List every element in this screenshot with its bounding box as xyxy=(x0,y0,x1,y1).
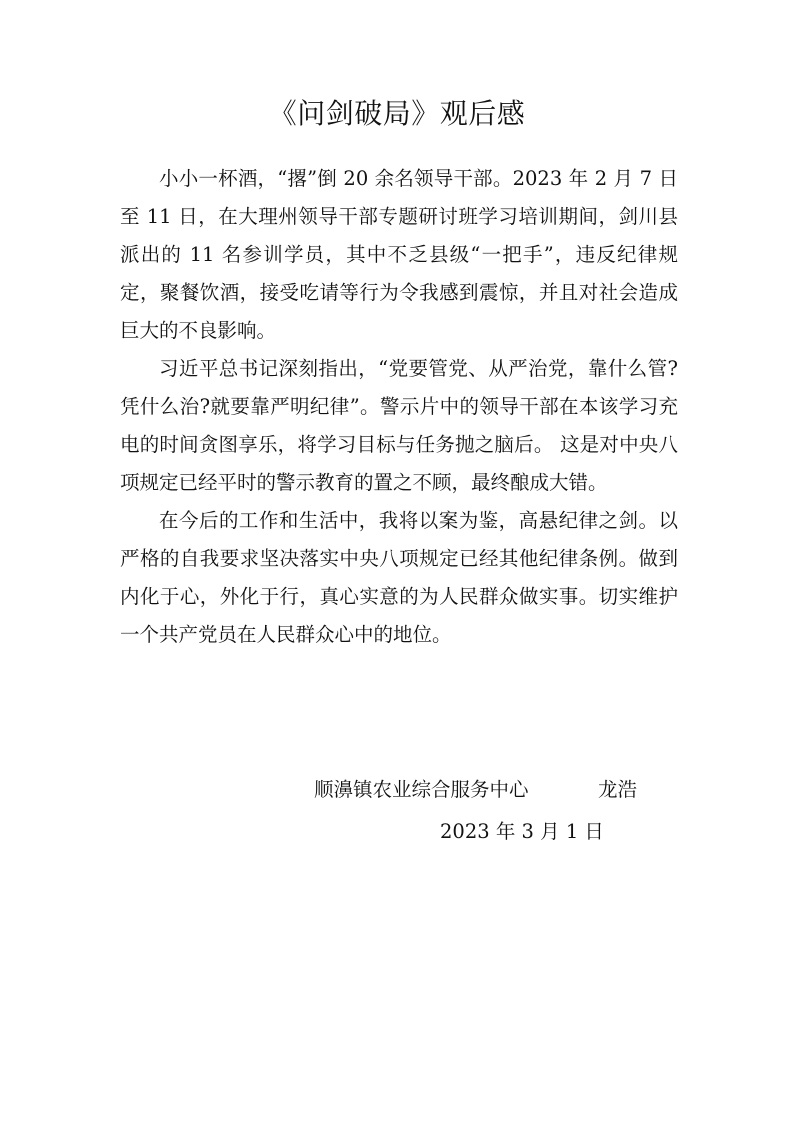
document-body xyxy=(120,160,678,654)
paragraph-1: 小小一杯酒，“撂”倒 20 余名领导干部。2023 年 2 月 7 日至 11 日，在大理州领导干部专题研讨班学习培训期间，剑川县派出的 11 名参训学员，其中不乏县级“一把手”，违反纪律规定，聚餐饮酒，接受吃请等行为令我感到震惊，并且对社会造成巨大的不良影响。 xyxy=(120,167,678,342)
signature-organization: 顺濞镇农业综合服务中心 xyxy=(314,778,529,801)
signature-date: 2023 年 3 月 1 日 xyxy=(440,820,604,843)
signature-name: 龙浩 xyxy=(598,778,638,801)
paragraph-3: 在今后的工作和生活中，我将以案为鉴，高悬纪律之剑。以严格的自我要求坚决落实中央八项规定已经其他纪律条例。做到内化于心，外化于行，真心实意的为人民群众做实事。切实维护一个共产党员在人民群众心中的地位。 xyxy=(120,509,678,646)
document-title: 《问剑破局》观后感 xyxy=(268,97,526,130)
paragraph-2: 习近平总书记深刻指出，“党要管党、从严治党，靠什么管?凭什么治?就要靠严明纪律”。警示片中的领导干部在本该学习充电的时间贪图享乐，将学习目标与任务抛之脑后。 这是对中央八项规定已经平时的警示教育的置之不顾，最终酿成大错。 xyxy=(120,357,678,494)
